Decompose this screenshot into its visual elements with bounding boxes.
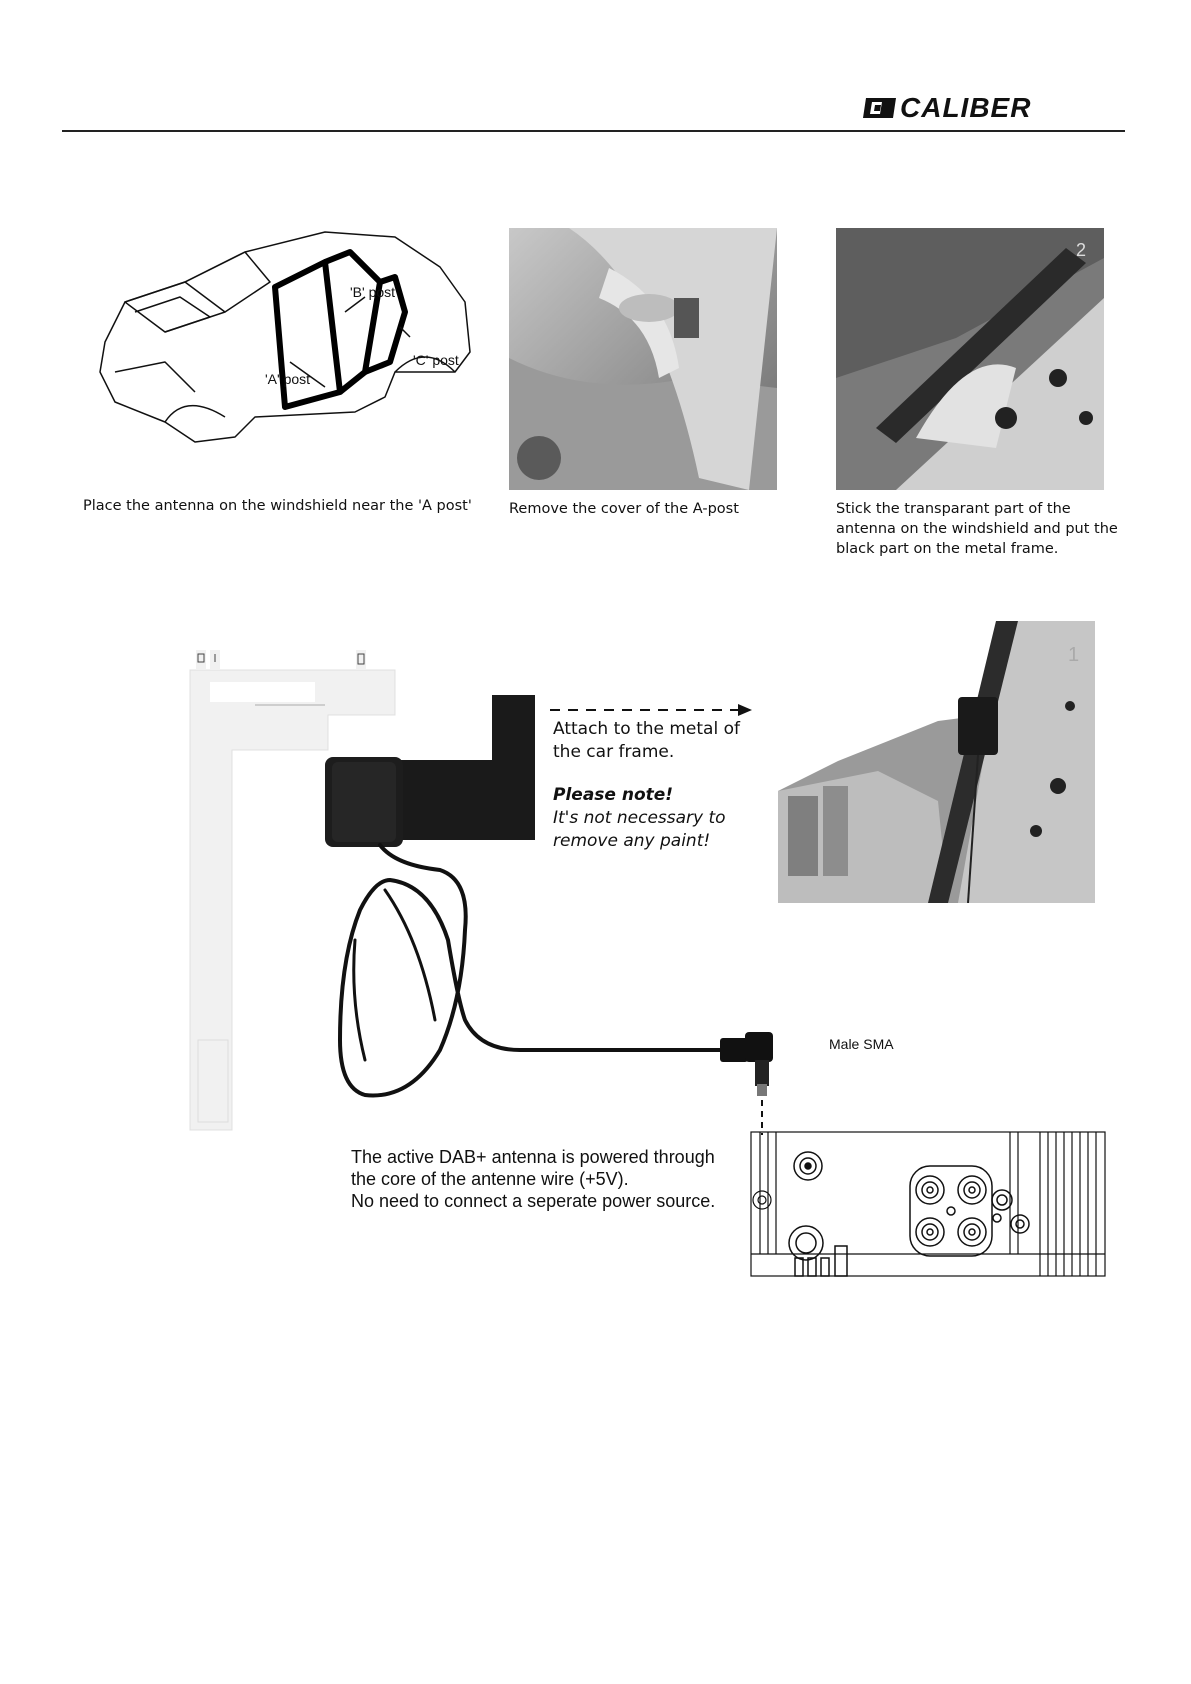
power-line-3: No need to connect a seperate power source. [351, 1191, 716, 1211]
power-line-2: the core of the antenne wire (+5V). [351, 1169, 629, 1189]
note-line-1: It's not necessary to [553, 808, 726, 828]
car-posts-diagram [95, 222, 475, 447]
power-note [351, 1146, 751, 1212]
step3-caption-line-1: Stick the transparant part of the [836, 501, 1071, 517]
header-rule [62, 130, 1125, 132]
attach-line-2: the car frame. [553, 742, 675, 762]
antenna-element [325, 695, 535, 847]
caliber-logo-mark-icon [860, 92, 900, 124]
note-title: Please note! [553, 785, 674, 805]
b-post-label: 'B' post [350, 284, 396, 300]
mounted-photo-number: 1 [1068, 644, 1080, 666]
attach-line-1: Attach to the metal of [553, 719, 740, 739]
step3-caption-line-3: black part on the metal frame. [836, 541, 1059, 557]
windshield-stick-photo [836, 228, 1104, 490]
c-post-label: 'C' post [413, 352, 459, 368]
radio-back-panel-diagram [750, 1128, 1108, 1280]
step2-caption: Remove the cover of the A-post [509, 501, 739, 517]
step3-caption [836, 499, 1126, 559]
a-post-label: 'A' post [265, 371, 311, 387]
sma-connector-icon [720, 1032, 773, 1096]
mounted-antenna-photo [778, 621, 1095, 903]
caliber-logo [860, 92, 1085, 124]
power-line-1: The active DAB+ antenna is powered through [351, 1147, 715, 1167]
note-line-2: remove any paint! [553, 831, 711, 851]
antenna-cable [340, 845, 748, 1095]
attach-arrow-icon [548, 700, 758, 720]
antenna-socket-icon [794, 1152, 822, 1180]
brand-name: CALIBER [900, 92, 1032, 123]
step3-caption-line-2: antenna on the windshield and put the [836, 521, 1118, 537]
male-sma-label: Male SMA [829, 1036, 894, 1052]
step3-photo-number: 2 [1076, 240, 1087, 260]
rca-outputs-icon [910, 1166, 1029, 1256]
a-post-cover-photo [509, 228, 777, 490]
step1-caption: Place the antenna on the windshield near the 'A post' [83, 498, 472, 514]
attach-instructions [553, 718, 783, 853]
